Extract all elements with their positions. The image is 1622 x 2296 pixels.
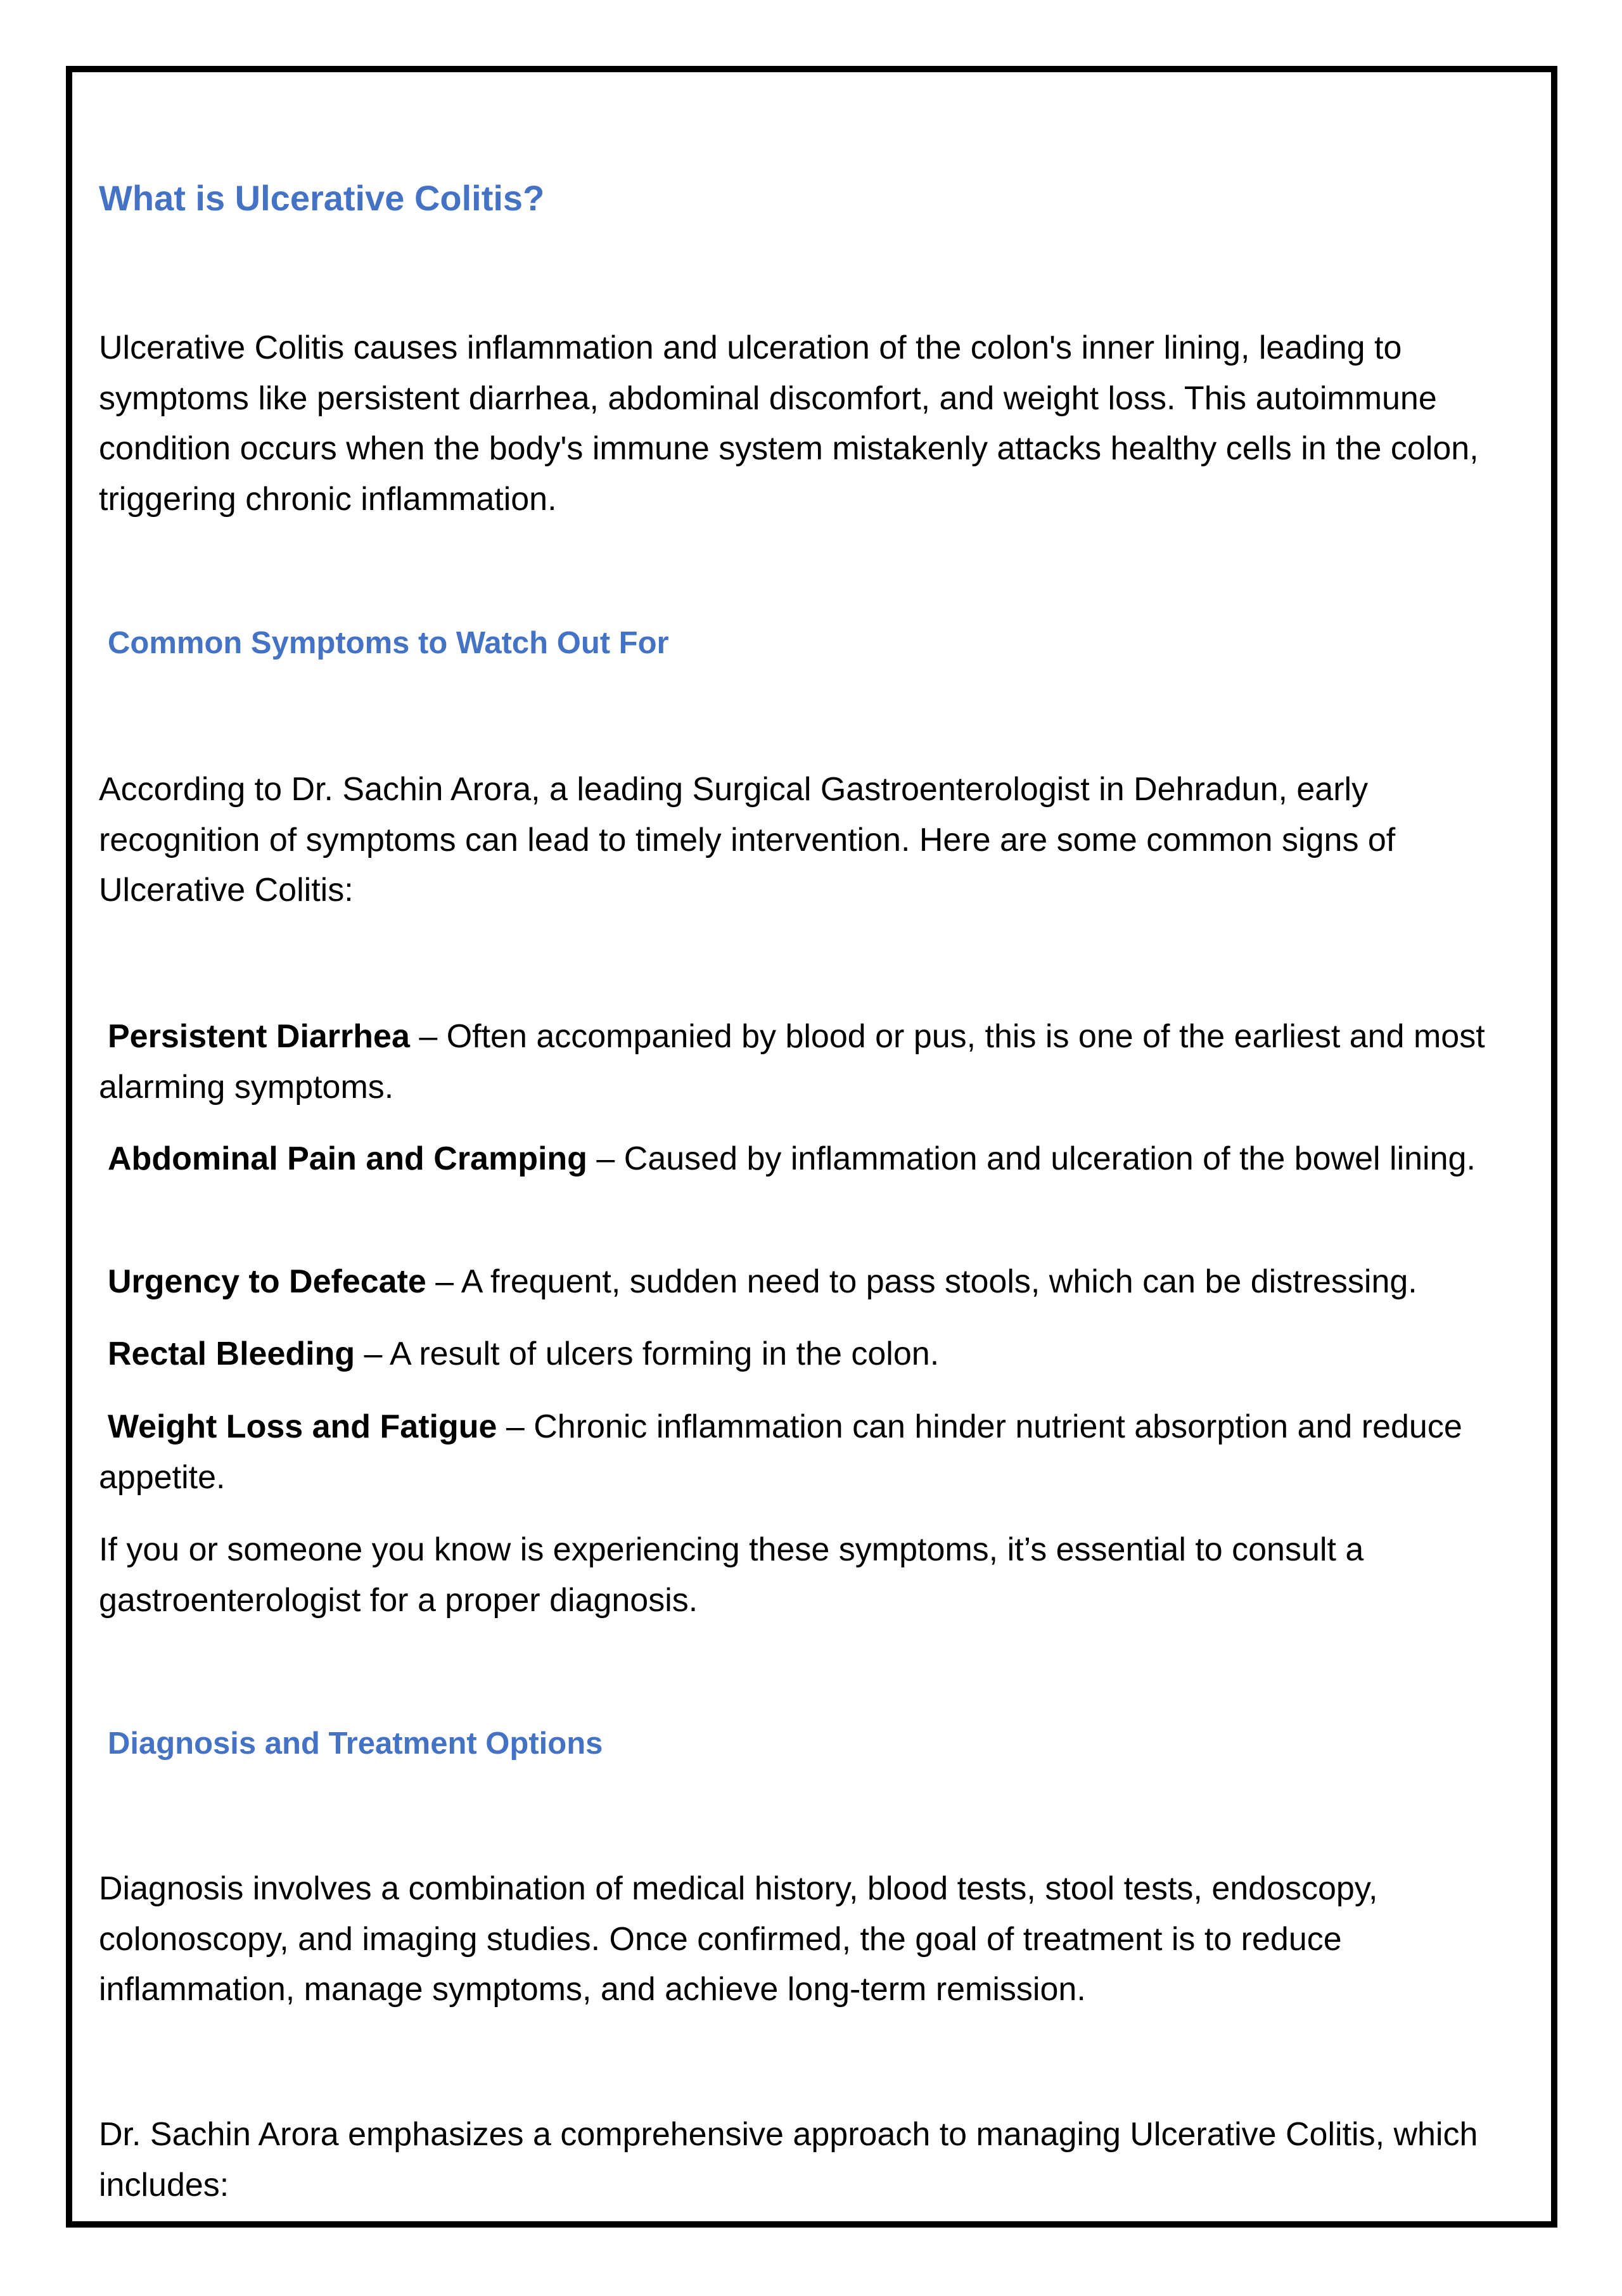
symptom-term: Weight Loss and Fatigue	[108, 1408, 497, 1445]
symptoms-intro-paragraph: According to Dr. Sachin Arora, a leading Surgical Gastroenterologist in Dehradun, early recognition of symptoms can lead to timely intervention. Here are some common signs of Ulcerative Colitis:	[99, 771, 1396, 909]
symptom-item	[99, 1257, 1518, 1308]
symptom-item	[99, 1402, 1518, 1503]
symptom-description: – Chronic inflammation can hinder nutrient absorption and reduce appetite.	[99, 1408, 1462, 1496]
symptom-item	[99, 1329, 1518, 1380]
approach-paragraph: Dr. Sachin Arora emphasizes a comprehensive approach to managing Ulcerative Colitis, which includes:	[99, 2116, 1478, 2204]
symptom-description: – A result of ulcers forming in the colon.	[355, 1336, 940, 1372]
intro-paragraph: Ulcerative Colitis causes inflammation and ulceration of the colon's inner lining, leading to symptoms like persistent diarrhea, abdominal discomfort, and weight loss. This autoimmune condition occurs when the body's immune system mistakenly attacks healthy cells in the colon, triggering chronic inflammation.	[99, 329, 1479, 518]
diagnosis-heading: Diagnosis and Treatment Options	[108, 1726, 603, 1761]
symptom-description: – A frequent, sudden need to pass stools, which can be distressing.	[426, 1263, 1417, 1300]
symptoms-closing-paragraph: If you or someone you know is experiencing these symptoms, it’s essential to consult a gastroenterologist for a proper diagnosis.	[99, 1531, 1364, 1619]
symptom-term: Persistent Diarrhea	[108, 1018, 410, 1055]
symptom-term: Rectal Bleeding	[108, 1336, 355, 1372]
symptom-description: – Often accompanied by blood or pus, this is one of the earliest and most alarming symptoms.	[99, 1018, 1485, 1106]
symptom-description: – Caused by inflammation and ulceration of the bowel lining.	[587, 1140, 1476, 1177]
symptom-item	[99, 1134, 1518, 1185]
symptom-term: Urgency to Defecate	[108, 1263, 426, 1300]
symptom-term: Abdominal Pain and Cramping	[108, 1140, 587, 1177]
symptoms-heading: Common Symptoms to Watch Out For	[108, 626, 669, 660]
page-title: What is Ulcerative Colitis?	[99, 178, 545, 218]
diagnosis-paragraph: Diagnosis involves a combination of medical history, blood tests, stool tests, endoscopy, colonoscopy, and imaging studies. Once confirmed, the goal of treatment is to reduce inflammation, manage symptoms, and achieve long-term remission.	[99, 1870, 1378, 2008]
symptom-item	[99, 1012, 1518, 1113]
